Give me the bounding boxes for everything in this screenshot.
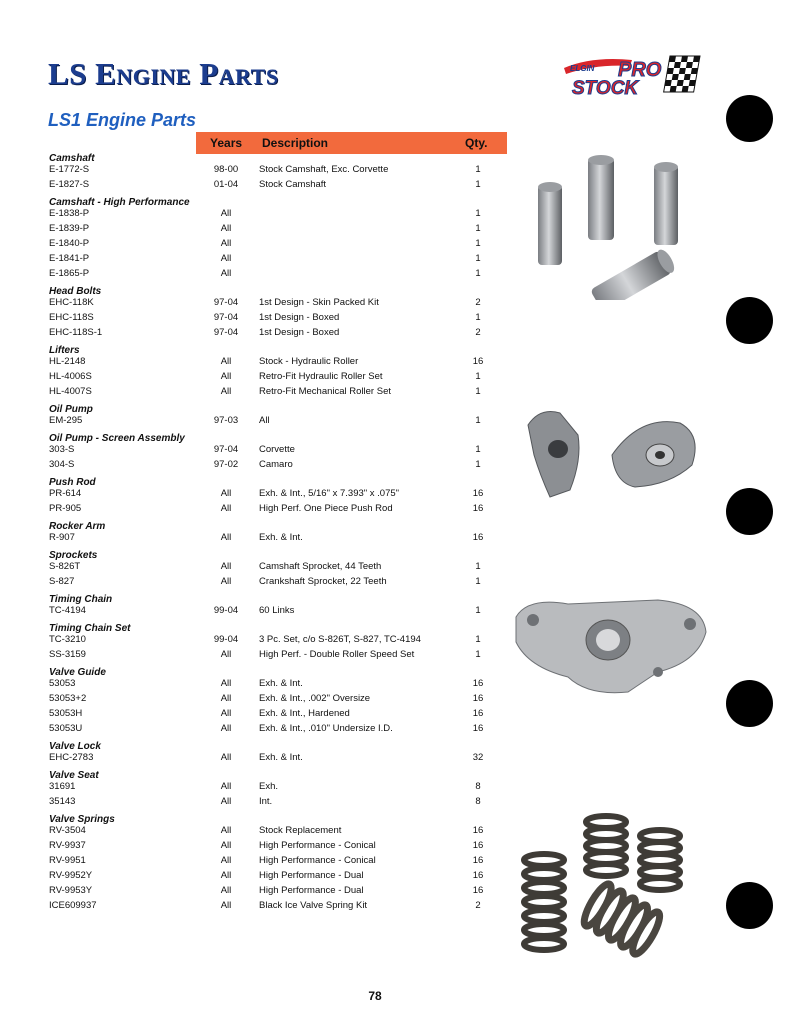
quantity: 1 (475, 253, 481, 264)
description: Camaro (259, 459, 293, 470)
table-row (0, 885, 500, 899)
years: All (220, 885, 232, 896)
table-row (0, 223, 500, 237)
years: All (220, 576, 232, 587)
quantity: 16 (472, 693, 484, 704)
table-row (0, 708, 500, 722)
years: All (220, 238, 232, 249)
table-row (0, 561, 500, 575)
description: Corvette (259, 444, 295, 455)
category-heading: Valve Guide (49, 667, 106, 678)
description: Black Ice Valve Spring Kit (259, 900, 368, 911)
table-row (0, 723, 500, 737)
part-number: HL-4007S (49, 386, 92, 397)
years: 98-00 (213, 164, 239, 175)
years: 01-04 (213, 179, 239, 190)
years: All (220, 253, 232, 264)
table-row (0, 415, 500, 429)
part-number: HL-4006S (49, 371, 92, 382)
years: All (220, 386, 232, 397)
part-number: RV-9952Y (49, 870, 93, 881)
elgin-pro-stock-logo (562, 52, 702, 98)
quantity: 1 (475, 459, 481, 470)
header-years: Years (210, 136, 243, 150)
table-row (0, 488, 500, 502)
description: High Performance - Dual (259, 870, 364, 881)
part-number: EHC-118S-1 (49, 327, 103, 338)
quantity: 1 (475, 371, 481, 382)
part-number: E-1827-S (49, 179, 90, 190)
quantity: 1 (475, 312, 481, 323)
category-heading: Rocker Arm (49, 521, 106, 532)
description: 1st Design - Boxed (259, 312, 340, 323)
description: Stock Camshaft (259, 179, 327, 190)
section-title: LS1 Engine Parts (48, 110, 197, 130)
part-number: SS-3159 (49, 649, 86, 660)
part-number: R-907 (49, 532, 75, 543)
quantity: 1 (475, 208, 481, 219)
part-number: EHC-118K (49, 297, 94, 308)
part-number: ICE609937 (49, 900, 97, 911)
table-row (0, 179, 500, 193)
part-number: 304-S (49, 459, 75, 470)
part-number: 31691 (49, 781, 76, 792)
table-header-bar (196, 132, 507, 154)
years: All (220, 723, 232, 734)
quantity: 1 (475, 634, 481, 645)
quantity: 2 (475, 297, 481, 308)
table-row (0, 855, 500, 869)
table-row (0, 900, 500, 914)
years: All (220, 693, 232, 704)
part-number: 53053H (49, 708, 83, 719)
description: Retro-Fit Hydraulic Roller Set (259, 371, 383, 382)
rocker-arms-photo (520, 405, 710, 505)
part-number: 53053 (49, 678, 76, 689)
part-number: E-1865-P (49, 268, 90, 279)
years: All (220, 678, 232, 689)
description: Int. (259, 796, 273, 807)
table-row (0, 678, 500, 692)
description: Stock Camshaft, Exc. Corvette (259, 164, 389, 175)
category-heading: Push Rod (49, 477, 96, 488)
page-title: LS Engine Parts (48, 56, 279, 91)
lifters-photo (530, 150, 710, 300)
quantity: 1 (475, 444, 481, 455)
quantity: 16 (472, 723, 484, 734)
quantity: 1 (475, 223, 481, 234)
years: All (220, 840, 232, 851)
years: All (220, 855, 232, 866)
years: All (220, 900, 232, 911)
table-row (0, 825, 500, 839)
binder-hole (726, 882, 773, 929)
years: All (220, 268, 232, 279)
years: All (220, 649, 232, 660)
part-number: HL-2148 (49, 356, 86, 367)
quantity: 16 (472, 356, 484, 367)
years: All (220, 870, 232, 881)
description: Stock Replacement (259, 825, 342, 836)
category-heading: Camshaft - High Performance (49, 197, 190, 208)
quantity: 2 (475, 327, 481, 338)
description: All (259, 415, 270, 426)
table-row (0, 796, 500, 810)
table-row (0, 605, 500, 619)
category-heading: Head Bolts (49, 286, 102, 297)
description: 1st Design - Boxed (259, 327, 340, 338)
quantity: 1 (475, 561, 481, 572)
quantity: 16 (472, 708, 484, 719)
category-heading: Camshaft (49, 153, 95, 164)
binder-hole (726, 95, 773, 142)
category-heading: Sprockets (49, 550, 98, 561)
quantity: 1 (475, 415, 481, 426)
description: Stock - Hydraulic Roller (259, 356, 359, 367)
quantity: 32 (472, 752, 484, 763)
years: All (220, 752, 232, 763)
quantity: 1 (475, 576, 481, 587)
years: All (220, 223, 232, 234)
quantity: 16 (472, 532, 484, 543)
years: All (220, 488, 232, 499)
description: Exh. & Int., Hardened (259, 708, 350, 719)
part-number: 303-S (49, 444, 75, 455)
part-number: E-1839-P (49, 223, 90, 234)
quantity: 8 (475, 781, 481, 792)
table-row (0, 208, 500, 222)
part-number: RV-3504 (49, 825, 86, 836)
quantity: 8 (475, 796, 481, 807)
header-qty: Qty. (465, 136, 488, 150)
svg-text:PRO: PRO (618, 59, 662, 81)
years: All (220, 708, 232, 719)
description: Exh. & Int. (259, 752, 303, 763)
table-row (0, 870, 500, 884)
years: All (220, 561, 232, 572)
description: Crankshaft Sprocket, 22 Teeth (259, 576, 387, 587)
quantity: 16 (472, 488, 484, 499)
oil-pump-photo (508, 592, 713, 697)
part-number: E-1772-S (49, 164, 90, 175)
table-row (0, 164, 500, 178)
years: 99-04 (213, 605, 239, 616)
part-number: EHC-2783 (49, 752, 94, 763)
part-number: E-1838-P (49, 208, 90, 219)
description: Exh. & Int., .010" Undersize I.D. (259, 723, 393, 734)
description: 60 Links (259, 605, 295, 616)
years: All (220, 781, 232, 792)
years: All (220, 825, 232, 836)
quantity: 1 (475, 268, 481, 279)
years: All (220, 356, 232, 367)
part-number: PR-905 (49, 503, 82, 514)
quantity: 16 (472, 840, 484, 851)
binder-hole (726, 680, 773, 727)
table-row (0, 386, 500, 400)
part-number: S-826T (49, 561, 81, 572)
table-row (0, 253, 500, 267)
description: High Perf. - Double Roller Speed Set (259, 649, 415, 660)
quantity: 1 (475, 164, 481, 175)
part-number: EHC-118S (49, 312, 94, 323)
description: 3 Pc. Set, c/o S-826T, S-827, TC-4194 (259, 634, 421, 645)
category-heading: Valve Seat (49, 770, 99, 781)
quantity: 16 (472, 678, 484, 689)
description: Exh. & Int., 5/16" x 7.393" x .075" (259, 488, 400, 499)
years: All (220, 371, 232, 382)
description: 1st Design - Skin Packed Kit (259, 297, 379, 308)
binder-hole (726, 488, 773, 535)
years: 97-04 (213, 327, 239, 338)
description: Exh. & Int., .002" Oversize (259, 693, 371, 704)
part-number: RV-9937 (49, 840, 86, 851)
quantity: 16 (472, 825, 484, 836)
table-row (0, 532, 500, 546)
quantity: 16 (472, 885, 484, 896)
description: High Performance - Conical (259, 855, 376, 866)
part-number: E-1840-P (49, 238, 90, 249)
binder-hole (726, 297, 773, 344)
part-number: E-1841-P (49, 253, 90, 264)
table-row (0, 371, 500, 385)
quantity: 16 (472, 855, 484, 866)
years: All (220, 208, 232, 219)
description: Exh. (259, 781, 279, 792)
valve-springs-photo (520, 810, 710, 970)
category-heading: Timing Chain Set (49, 623, 131, 634)
table-row (0, 327, 500, 341)
quantity: 1 (475, 605, 481, 616)
category-heading: Lifters (49, 345, 80, 356)
svg-text:STOCK: STOCK (572, 78, 639, 98)
part-number: TC-3210 (49, 634, 86, 645)
table-row (0, 268, 500, 282)
part-number: 53053U (49, 723, 83, 734)
description: Exh. & Int. (259, 532, 303, 543)
quantity: 2 (475, 900, 481, 911)
description: Exh. & Int. (259, 678, 303, 689)
years: All (220, 532, 232, 543)
years: 97-03 (213, 415, 239, 426)
part-number: RV-9953Y (49, 885, 93, 896)
part-number: TC-4194 (49, 605, 86, 616)
description: High Performance - Dual (259, 885, 364, 896)
category-heading: Valve Lock (49, 741, 101, 752)
part-number: RV-9951 (49, 855, 86, 866)
description: Retro-Fit Mechanical Roller Set (259, 386, 391, 397)
svg-text:ELGIN: ELGIN (570, 64, 595, 73)
table-header (48, 132, 507, 154)
category-heading: Oil Pump - Screen Assembly (49, 433, 185, 444)
years: All (220, 796, 232, 807)
years: 97-02 (213, 459, 239, 470)
table-row (0, 693, 500, 707)
quantity: 1 (475, 179, 481, 190)
years: 99-04 (213, 634, 239, 645)
table-row (0, 312, 500, 326)
table-row (0, 459, 500, 473)
description: Camshaft Sprocket, 44 Teeth (259, 561, 382, 572)
quantity: 16 (472, 503, 484, 514)
part-number: 53053+2 (49, 693, 87, 704)
table-row (0, 634, 500, 648)
part-number: PR-614 (49, 488, 82, 499)
years: All (220, 503, 232, 514)
table-row (0, 297, 500, 311)
table-row (0, 752, 500, 766)
years: 97-04 (213, 297, 239, 308)
header-description: Description (262, 136, 329, 150)
part-number: 35143 (49, 796, 76, 807)
years: 97-04 (213, 312, 239, 323)
category-heading: Timing Chain (49, 594, 113, 605)
table-row (0, 840, 500, 854)
table-row (0, 238, 500, 252)
years: 97-04 (213, 444, 239, 455)
table-row (0, 356, 500, 370)
quantity: 1 (475, 238, 481, 249)
quantity: 16 (472, 870, 484, 881)
table-row (0, 649, 500, 663)
quantity: 1 (475, 649, 481, 660)
category-heading: Oil Pump (49, 404, 93, 415)
table-row (0, 444, 500, 458)
part-number: S-827 (49, 576, 75, 587)
description: High Perf. One Piece Push Rod (259, 503, 393, 514)
category-heading: Valve Springs (49, 814, 115, 825)
page-number: 78 (368, 989, 382, 1003)
quantity: 1 (475, 386, 481, 397)
table-row (0, 781, 500, 795)
table-row (0, 576, 500, 590)
description: High Performance - Conical (259, 840, 376, 851)
table-row (0, 503, 500, 517)
part-number: EM-295 (49, 415, 83, 426)
